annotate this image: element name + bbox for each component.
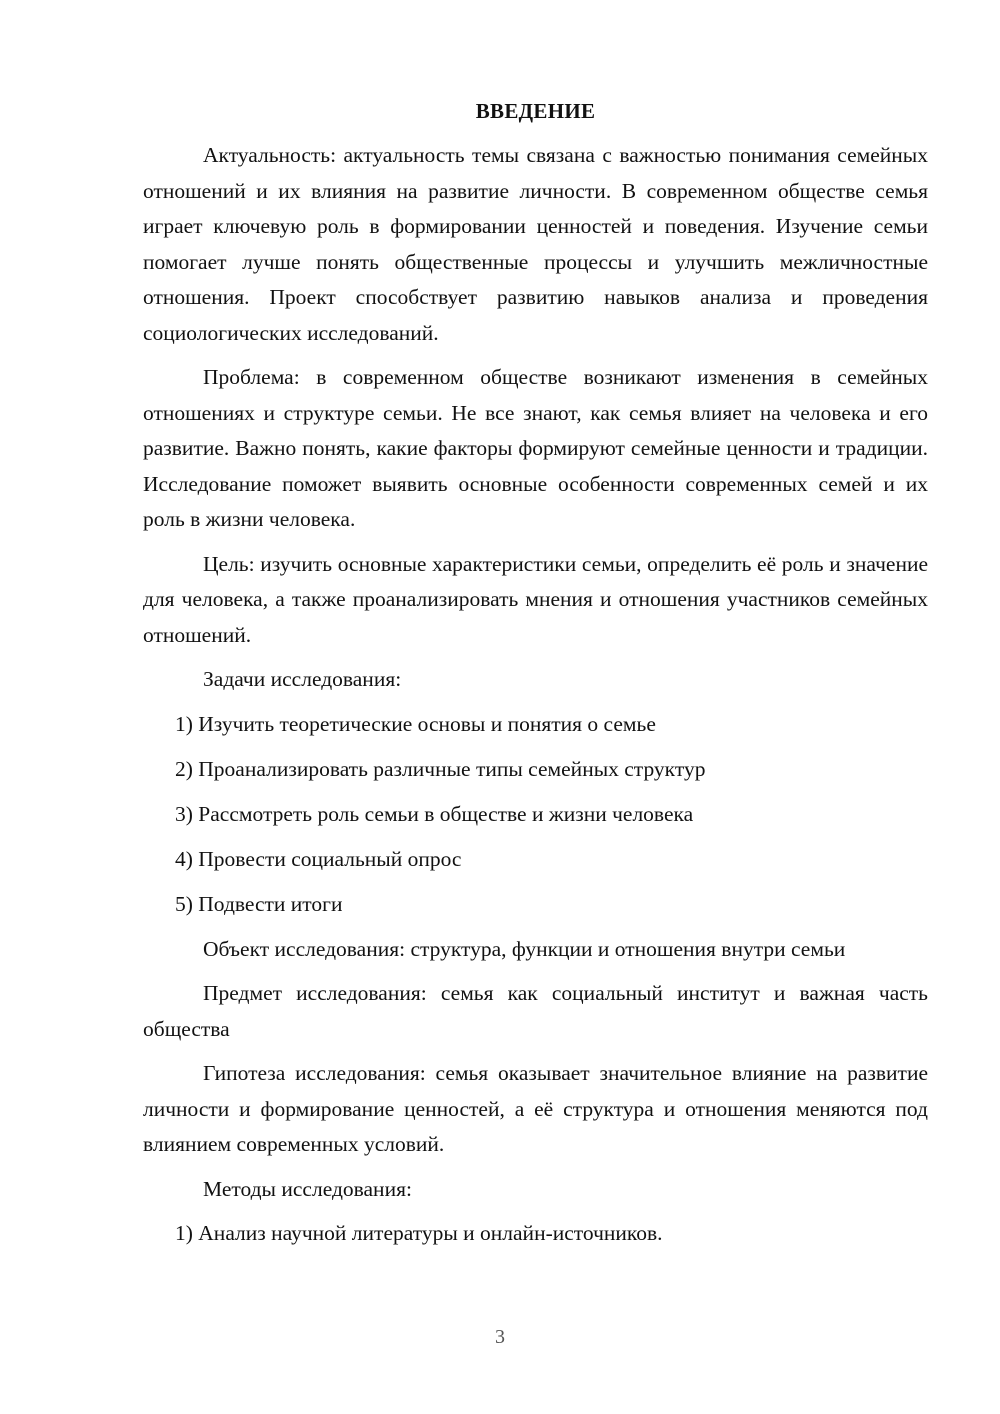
page-number: 3 xyxy=(495,1326,505,1348)
task-item: 4) Провести социальный опрос xyxy=(175,846,462,871)
page-content xyxy=(143,96,928,1261)
object-paragraph: Объект исследования: структура, функции и отношения внутри семьи xyxy=(203,936,846,961)
task-item: 1) Изучить теоретические основы и понятия о семье xyxy=(175,711,656,736)
problem-paragraph: Проблема: в современном обществе возникают изменения в семейных отношениях и структуре семьи. Не все знают, как семья влияет на человека и его развитие. Важно понять, какие факторы формируют семейные ценности и традиции. Исследование поможет выявить основные особенности современных семей и их роль в жизни человека. xyxy=(143,365,928,531)
hypothesis-paragraph: Гипотеза исследования: семья оказывает значительное влияние на развитие личности и формирование ценностей, а её структура и отношения меняются под влиянием современных условий. xyxy=(143,1061,928,1156)
task-item: 3) Рассмотреть роль семьи в обществе и жизни человека xyxy=(175,801,694,826)
task-item: 2) Проанализировать различные типы семейных структур xyxy=(175,756,706,781)
goal-paragraph: Цель: изучить основные характеристики семьи, определить её роль и значение для человека, а также проанализировать мнения и отношения участников семейных отношений. xyxy=(143,551,928,647)
method-item: 1) Анализ научной литературы и онлайн-источников. xyxy=(175,1221,663,1245)
relevance-paragraph: Актуальность: актуальность темы связана с важностью понимания семейных отношений и их влияния на развитие личности. В современном обществе семья играет ключевую роль в формировании ценностей и поведения. Изучение семьи помогает лучше понять общественные процессы и улучшить межличностные отношения. Проект способствует развитию навыков анализа и проведения социологических исследований. xyxy=(143,143,928,345)
task-item: 5) Подвести итоги xyxy=(175,891,343,916)
tasks-list xyxy=(143,707,928,923)
page-title: ВВЕДЕНИЕ xyxy=(475,99,596,123)
methods-label: Методы исследования: xyxy=(203,1176,412,1201)
methods-list xyxy=(143,1216,928,1252)
tasks-label: Задачи исследования: xyxy=(203,667,402,691)
subject-paragraph: Предмет исследования: семья как социальный институт и важная часть общества xyxy=(143,981,928,1041)
